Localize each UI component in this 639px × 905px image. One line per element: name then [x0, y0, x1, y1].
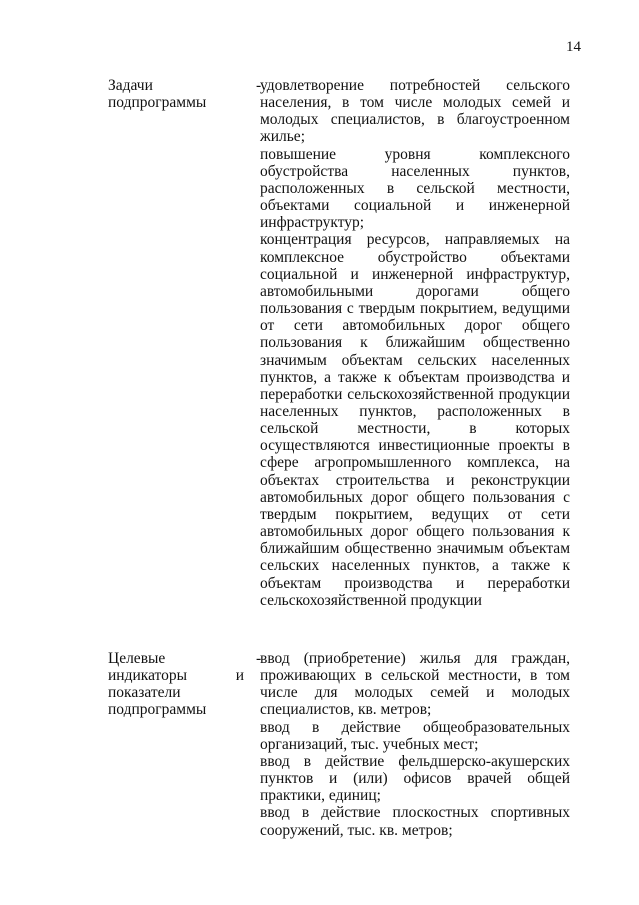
section-content-indicators	[260, 650, 570, 839]
section-content-tasks	[260, 77, 570, 609]
task-paragraph-housing: удовлетворение потребностей сельского населения, в том числе молодых семей и молодых специалистов, в благоустроенном жилье;	[260, 77, 570, 146]
section-dash-indicators: -	[256, 650, 262, 667]
page-number: 14	[566, 39, 581, 55]
indicator-paragraph-sports: ввод в действие плоскостных спортивных сооружений, тыс. кв. метров;	[260, 804, 570, 839]
section-label-tasks: Задачи подпрограммы	[108, 77, 207, 112]
task-paragraph-infrastructure: повышение уровня комплексного обустройства населенных пунктов, расположенных в сельской местности, объектами социальной и инженерной инфраструктур;	[260, 145, 570, 232]
section-label-indicators: Целевые индикаторы и показатели подпрограммы	[108, 650, 244, 719]
section-dash-tasks: -	[256, 77, 262, 94]
indicator-paragraph-schools: ввод в действие общеобразовательных организаций, тыс. учебных мест;	[260, 718, 570, 753]
section-tasks	[108, 77, 570, 609]
task-paragraph-resources: концентрация ресурсов, направляемых на комплексное обустройство объектами социальной и инженерной инфраструктур, автомобильными дорогами общего пользования с твердым покрытием, ведущими от сети автомобильных дорог общего пользования к ближайшим общественно значимым объектам сельских населенных пунктов, а также к объектам производства и переработки сельскохозяйственной продукции населенных пунктов, расположенных в сельской местности, в которых осуществляются инвестиционные проекты в сфере агропромышленного комплекса, на объектах строительства и реконструкции автомобильных дорог общего пользования с твердым покрытием, ведущих от сети автомобильных дорог общего пользования к ближайшим общественно значимым объектам сельских населенных пунктов, а также к объектам производства и переработки сельскохозяйственной продукции	[260, 231, 570, 609]
indicator-paragraph-medical: ввод в действие фельдшерско-акушерских пунктов и (или) офисов врачей общей практики, единиц;	[260, 752, 570, 805]
indicator-paragraph-housing: ввод (приобретение) жилья для граждан, проживающих в сельской местности, в том числе для молодых семей и молодых специалистов, кв. метров;	[260, 650, 570, 719]
section-indicators	[108, 650, 570, 839]
